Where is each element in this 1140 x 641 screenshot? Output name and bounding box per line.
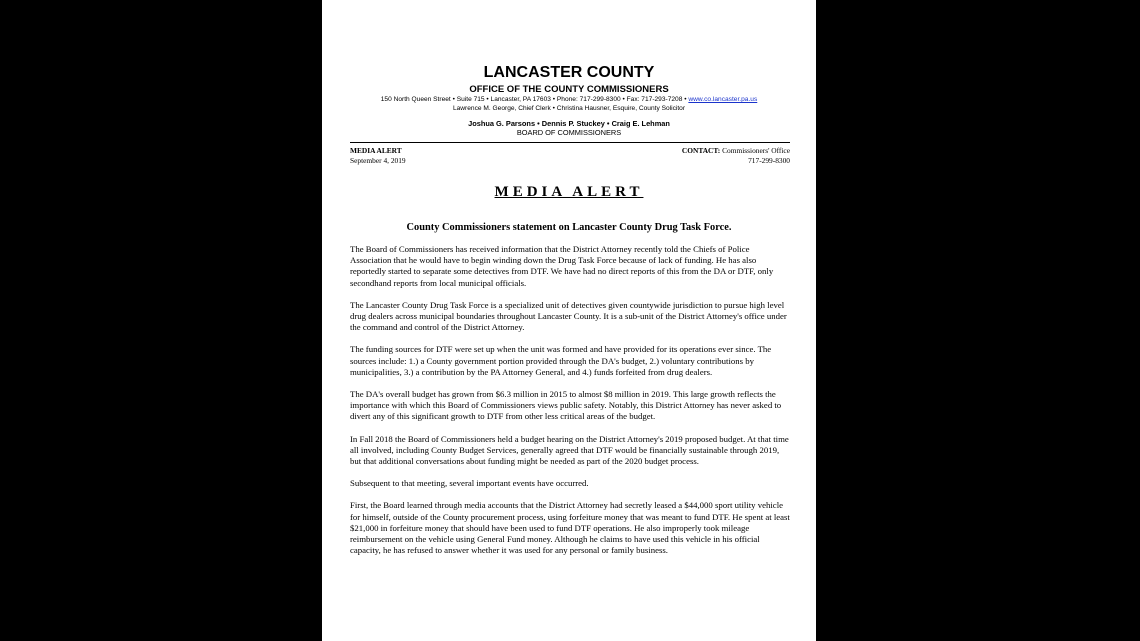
alert-meta: [350, 146, 406, 166]
office-name: OFFICE OF THE COUNTY COMMISSIONERS: [469, 84, 669, 95]
contact-label: CONTACT:: [681, 146, 721, 155]
alert-date: September 4, 2019: [350, 156, 406, 165]
paragraph: The Board of Commissioners has received information that the District Attorney recently told the Chiefs of Police Association that he would have to begin winding down the Drug Task Force because of lack of funding. He has also reportedly started to separate some detectives from DTF. We have had no direct reports of this from the DA or DTF, only secondhand reports from local municipal officials.: [350, 244, 774, 288]
contact-phone: 717-299-8300: [748, 156, 790, 165]
document-subtitle: County Commissioners statement on Lancaster County Drug Task Force.: [406, 222, 732, 233]
alert-type: MEDIA ALERT: [350, 146, 402, 155]
website-link[interactable]: www.co.lancaster.pa.us: [688, 96, 758, 103]
document-title: MEDIA ALERT: [494, 184, 644, 200]
contact-office: Commissioners' Office: [720, 146, 790, 155]
document-body: [350, 244, 790, 567]
board-label: BOARD OF COMMISSIONERS: [516, 128, 622, 137]
county-name: LANCASTER COUNTY: [483, 64, 655, 81]
paragraph: The DA's overall budget has grown from $6.3 million in 2015 to almost $8 million in 2019. This large growth reflects the importance with which this Board of Commissioners views public safety. Notably, this District Attorney has never asked to divert any of this significant growth to DTF from other less critical areas of the budget.: [350, 389, 782, 422]
paragraph: Subsequent to that meeting, several important events have occurred.: [350, 478, 589, 489]
paragraph: In Fall 2018 the Board of Commissioners held a budget hearing on the District Attorney's 2019 proposed budget. At that time all involved, including County Budget Services, generally agreed that DTF would be financially sustainable through 2019, but that additional conversations about funding might be needed as part of the 2020 budget process.: [350, 433, 789, 467]
document-page: [322, 0, 816, 641]
contact-block: [682, 146, 790, 166]
paragraph: The Lancaster County Drug Task Force is a specialized unit of detectives given countywide jurisdiction to pursue high level drug dealers across municipal boundaries throughout Lancaster County. It is a sub-unit of the District Attorney's office under the command and control of the District Attorney.: [350, 299, 787, 333]
paragraph: The funding sources for DTF were set up when the unit was formed and have provided for its operations ever since. The sources include: 1.) a County government portion provided through the DA's budget, 2.) voluntary contributions by municipalities, 3.) a contribution by the PA Attorney General, and 4.) funds forfeited from drug dealers.: [350, 344, 772, 377]
contact-line: [682, 146, 790, 156]
address-line: [322, 96, 816, 103]
commissioners-names: Joshua G. Parsons • Dennis P. Stuckey • Craig E. Lehman: [468, 119, 670, 128]
paragraph: First, the Board learned through media accounts that the District Attorney had secretly leased a $44,000 sport utility vehicle for himself, outside of the County procurement process, using forfeiture money that was meant to fund DTF. He spent at least $21,000 in forfeiture money that should have been used to fund DTF operations. He also improperly took mileage reimbursement on the vehicle using General Fund money. Although he claims to have used this vehicle in his official capacity, he has refused to answer whether it was used for any personal or family business.: [350, 500, 790, 556]
header-divider: [350, 142, 790, 143]
officers-line: Lawrence M. George, Chief Clerk • Christina Hausner, Esquire, County Solicitor: [452, 105, 686, 112]
address-text: 150 North Queen Street • Suite 715 • Lancaster, PA 17603 • Phone: 717-299-8300 • Fax: 717-293-7208 •: [380, 96, 689, 103]
